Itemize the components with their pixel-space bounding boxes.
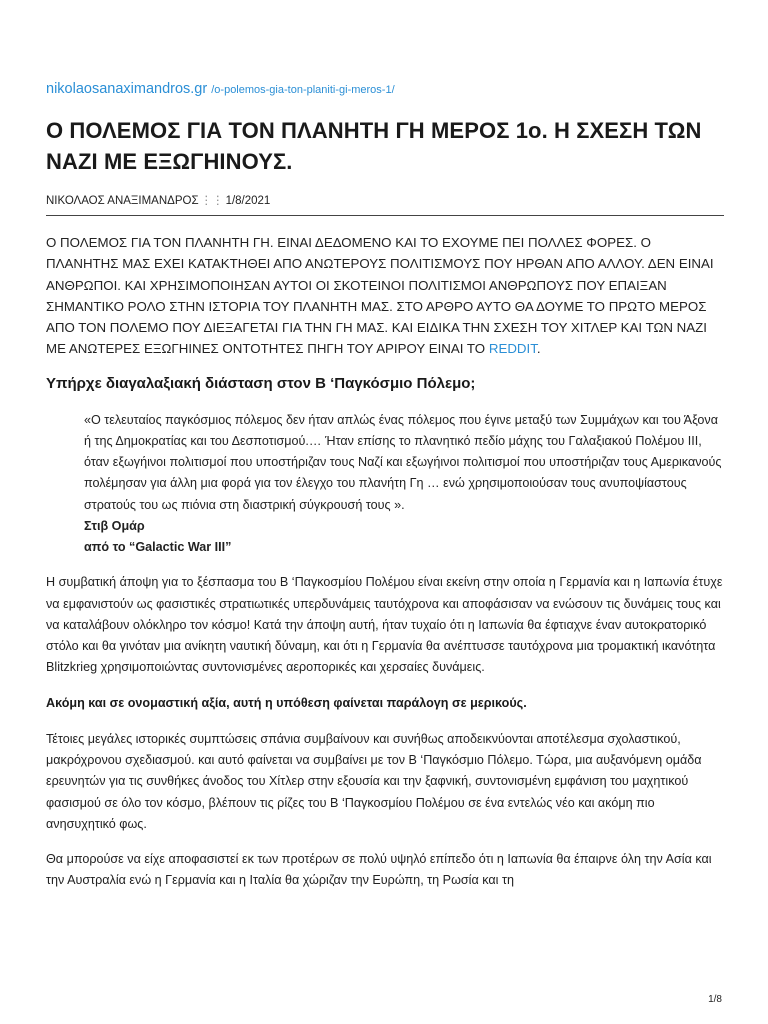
intro-text: Ο ΠΟΛΕΜΟΣ ΓΙΑ ΤΟΝ ΠΛΑΝΗΤΗ ΓΗ. ΕΙΝΑΙ ΔΕΔΟΜΕΝΟ ΚΑΙ ΤΟ ΕΧΟΥΜΕ ΠΕΙ ΠΟΛΛΕΣ ΦΟΡΕΣ. Ο ΠΛΑΝΗΤΗΣ ΜΑΣ ΕΧΕΙ ΚΑΤΑΚΤΗΘΕΙ ΑΠΟ ΑΝΩΤΕΡΟΥΣ ΠΟΛΙΤΙΣΜΟΥΣ ΠΟΥ ΗΡΘΑΝ ΑΠΟ ΑΛΛΟΥ. ΔΕΝ ΕΙΝΑΙ ΑΝΘΡΩΠΟΙ. ΚΑΙ ΧΡΗΣΙΜΟΠΟΙΗΣΑΝ ΑΥΤΟΙ ΟΙ ΣΚΟΤΕΙΝΟΙ ΠΟΛΙΤΙΣΜΟΙ ΑΝΘΡΩΠΟΥΣ ΠΟΥ ΕΠΑΙΞΑΝ ΣΗΜΑΝΤΙΚΟ ΡΟΛΟ ΣΤΗΝ ΙΣΤΟΡΙΑ ΤΟΥ ΠΛΑΝΗΤΗ ΜΑΣ. ΣΤΟ ΑΡΘΡΟ ΑΥΤΟ ΘΑ ΔΟΥΜΕ ΤΟ ΠΡΩΤΟ ΜΕΡΟΣ ΑΠΟ ΤΟΝ ΠΟΛΕΜΟ ΠΟΥ ΔΙΕΞΑΓΕΤΑΙ ΓΙΑ ΤΗΝ ΓΗ ΜΑΣ. ΚΑΙ ΕΙΔΙΚΑ ΤΗΝ ΣΧΕΣΗ ΤΟΥ ΧΙΤΛΕΡ ΚΑΙ ΤΩΝ ΝΑΖΙ ΜΕ ΑΝΩΤΕΡΕΣ ΕΞΩΓΗΙΝΕΣ ΟΝΤΟΤΗΤΕΣ ΠΗΓΗ ΤΟΥ ΑΡΙΡΟΥ ΕΙΝΑΙ ΤΟ: [46, 235, 714, 357]
source-url: [46, 80, 724, 99]
quote-source: από το “Galactic War III”: [84, 540, 232, 554]
title-divider: [46, 215, 724, 216]
page-number: 1/8: [708, 994, 722, 1005]
document-page: [46, 80, 724, 906]
quote-text: «Ο τελευταίος παγκόσμιος πόλεμος δεν ήταν απλώς ένας πόλεμος που έγινε μεταξύ των Συμμάχων και του Άξονα ή της Δημοκρατίας και του Δεσποτισμού.… Ήταν επίσης το πλανητικό πεδίο μάχης του Γαλαξιακού Πολέμου ΙΙΙ, όταν εξωγήινοι πολιτισμοί που υποστήριζαν τους Ναζί και εξωγήινοι πολιτισμοί που υποστήριζαν τους Αμερικανούς πολέμησαν για άλλη μια φορά για τον έλεγχο του πλανήτη Γη … ενώ χρησιμοποιούσαν τους ανυποψίαστους στρατούς του ως πιόνια στη διαστρική σύγκρουσή τους ».: [84, 412, 722, 512]
body-paragraph-3: Θα μπορούσε να είχε αποφασιστεί εκ των προτέρων σε πολύ υψηλό επίπεδο ότι η Ιαπωνία θα έπαιρνε όλη την Ασία και την Αυστραλία ενώ η Γερμανία και η Ιταλία θα χώριζαν την Ευρώπη, τη Ρωσία και τη: [46, 852, 712, 888]
reddit-link[interactable]: REDDIT: [488, 341, 537, 357]
source-path: /o-polemos-gia-ton-planiti-gi-meros-1/: [211, 84, 395, 96]
article-meta: [46, 193, 724, 209]
publish-date: 1/8/2021: [225, 195, 271, 207]
meta-separator: ⋮⋮: [200, 195, 224, 207]
body-paragraph-1: Η συμβατική άποψη για το ξέσπασμα του Β ‘Παγκοσμίου Πολέμου είναι εκείνη στην οποία η Γερμανία και η Ιαπωνία έτυχε να εμφανιστούν ως φασιστικές στρατιωτικές υπερδυνάμεις ταυτόχρονα και αποφάσισαν να ενώσουν τις δυνάμεις τους και να καταλάβουν ολόκληρο τον κόσμο! Κατά την άποψη αυτή, ήταν τυχαίο ότι η Ιαπωνία θα έφτιαχνε έναν αυτοκρατορικό στόλο και θα γινόταν μια ανίκητη ναυτική δύναμη, και ότι η Γερμανία θα ανέπτυσσε ταυτόχρονα μια τρομακτική ικανότητα Blitzkrieg χρησιμοποιώντας συντονισμένες αεροπορικές και χερσαίες δυνάμεις.: [46, 575, 723, 675]
section-heading: Υπήρχε διαγαλαξιακή διάσταση στον Β ‘Παγκόσμιο Πόλεμο;: [46, 374, 476, 392]
quote-block: [84, 410, 724, 558]
intro-end: .: [536, 341, 541, 357]
source-domain-link[interactable]: nikolaosanaximandros.gr: [46, 81, 208, 97]
intro-paragraph: [46, 232, 724, 360]
author-name: ΝΙΚΟΛΑΟΣ ΑΝΑΞΙΜΑΝΔΡΟΣ: [46, 195, 199, 207]
article-title: Ο ΠΟΛΕΜΟΣ ΓΙΑ ΤΟΝ ΠΛΑΝΗΤΗ ΓΗ ΜΕΡΟΣ 1ο. Η ΣΧΕΣΗ ΤΩΝ ΝΑΖΙ ΜΕ ΕΞΩΓΗΙΝΟΥΣ.: [46, 118, 702, 174]
quote-author: Στιβ Ομάρ: [84, 518, 145, 533]
bold-paragraph: Ακόμη και σε ονομαστική αξία, αυτή η υπόθεση φαίνεται παράλογη σε μερικούς.: [46, 695, 527, 710]
body-paragraph-2: Τέτοιες μεγάλες ιστορικές συμπτώσεις σπάνια συμβαίνουν και συνήθως αποδεικνύονται αποτέλεσμα σχολαστικού, μακρόχρονου σχεδιασμού. και αυτό φαίνεται να συμβαίνει με τον Β ‘Παγκόσμιο Πόλεμο. Τώρα, μια αυξανόμενη ομάδα ερευνητών για τις συνθήκες άνοδος του Χίτλερ στην εξουσία και την ξαφνική, συντονισμένη εμφάνιση του μαχητικού φασισμού σε όλο τον κόσμο, βλέπουν τις ρίζες του Β ‘Παγκοσμίου Πολέμου σε ένα εντελώς νέο και ακόμη πιο ανησυχητικό φως.: [46, 731, 702, 831]
